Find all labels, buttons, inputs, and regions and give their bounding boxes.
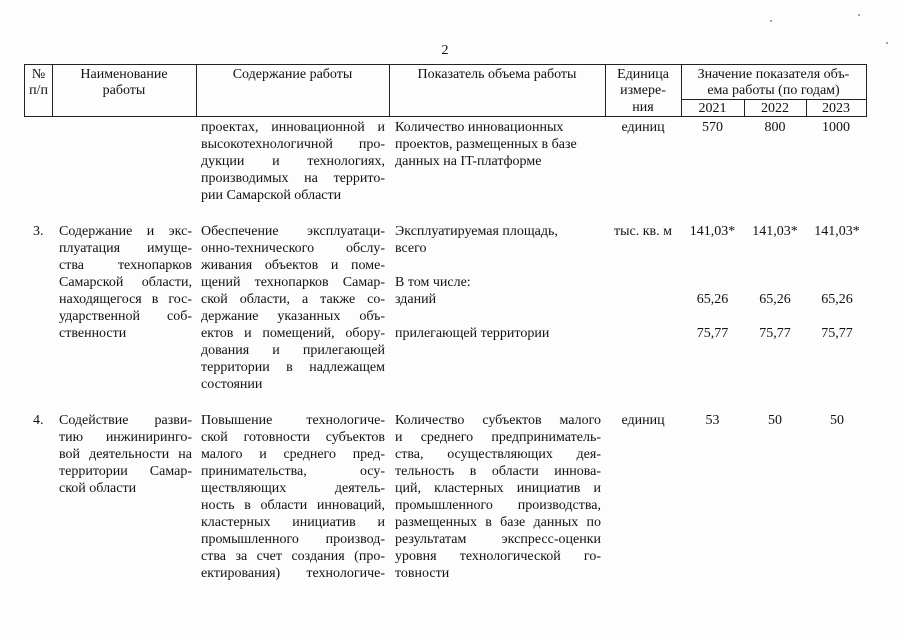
- row4-content-line: ществляющих деятель-: [201, 481, 385, 496]
- header-unit: Единица: [617, 67, 669, 82]
- scan-speck: [858, 14, 860, 16]
- row3-content-line: ской области, а также со-: [201, 292, 385, 307]
- row3-name-line: находящегося в гос-: [59, 292, 192, 307]
- page-number: 2: [441, 43, 449, 58]
- col-divider: [866, 64, 867, 117]
- row3-territory-2022: 75,77: [759, 326, 791, 341]
- row3-territory-2023: 75,77: [821, 326, 853, 341]
- row3-indicator-line: Эксплуатируемая площадь,: [395, 224, 558, 239]
- row3-content-line: держание указанных объ-: [201, 309, 385, 324]
- row3-content-line: состоянии: [201, 377, 263, 392]
- row4-indicator-line: Количество субъектов малого: [395, 413, 601, 428]
- row4-value-2021: 53: [705, 413, 720, 428]
- row3-unit: тыс. кв. м: [613, 224, 672, 239]
- row3-name-line: ственности: [59, 326, 127, 341]
- header-name: Наименование: [80, 67, 168, 82]
- row3-name-line: Самарской области,: [59, 275, 192, 290]
- cont-content-line: проектах, инновационной и: [201, 120, 385, 135]
- header-num: №: [31, 67, 46, 82]
- row3-name-line: Содержание и экс-: [59, 224, 192, 239]
- header-values: Значение показателя объ-: [697, 67, 850, 82]
- row3-value-2022: 141,03*: [752, 224, 798, 239]
- row4-indicator-line: тельность в области иннова-: [395, 464, 601, 479]
- cont-unit: единиц: [621, 120, 665, 135]
- cont-indicator-line: данных на IT-платформе: [395, 154, 542, 169]
- header-year: 2021: [698, 101, 727, 116]
- row3-indicator-territory: прилегающей территории: [395, 326, 550, 341]
- row3-value-2021: 141,03*: [689, 224, 736, 239]
- table-top-border: [24, 64, 867, 65]
- row4-indicator-line: ций, кластерных инициатив и: [395, 481, 601, 496]
- row4-content-line: ность в области инноваций,: [201, 498, 385, 513]
- scan-speck: [886, 42, 888, 44]
- row3-value-2023: 141,03*: [814, 224, 860, 239]
- row4-indicator-line: размещенных в базе данных по: [395, 515, 601, 530]
- row4-indicator-line: уровня технологической го-: [395, 549, 601, 564]
- row3-content-line: территории в надлежащем: [201, 360, 385, 375]
- row4-name-line: территории Самар-: [59, 464, 192, 479]
- row4-indicator-line: результатам экспресс-оценки: [395, 532, 601, 547]
- header-unit: измере-: [620, 83, 666, 98]
- row3-name-line: плуатация имуще-: [59, 241, 192, 256]
- cont-content-line: дукции и технологиях,: [201, 154, 385, 169]
- row4-content-line: ектирования) технологиче-: [201, 566, 385, 581]
- row3-content-line: дования и прилегающей: [201, 343, 385, 358]
- header-num: п/п: [29, 83, 48, 98]
- cont-value-2022: 800: [764, 120, 786, 135]
- row3-content-line: живания объектов и поме-: [201, 258, 385, 273]
- header-year: 2023: [822, 101, 850, 116]
- row4-content-line: малого и среднего пред-: [201, 447, 385, 462]
- header-indicator: Показатель объема работы: [417, 67, 577, 82]
- row4-unit: единиц: [621, 413, 665, 428]
- row3-buildings-2021: 65,26: [696, 292, 729, 307]
- row4-num: 4.: [33, 413, 44, 428]
- row4-content-line: Повышение технологиче-: [201, 413, 385, 428]
- row3-buildings-2022: 65,26: [759, 292, 791, 307]
- row3-content-line: щений технопарков Самар-: [201, 275, 385, 290]
- row3-content-line: Обеспечение эксплуатаци-: [201, 224, 385, 239]
- row3-name-line: ства технопарков: [59, 258, 192, 273]
- cont-indicator-line: проектов, размещенных в базе: [395, 137, 577, 152]
- row4-name-line: ской области: [59, 481, 137, 496]
- row4-name-line: вой деятельности на: [59, 447, 192, 462]
- cont-value-2023: 1000: [822, 120, 850, 135]
- cont-value-2021: 570: [702, 120, 723, 135]
- cont-indicator-line: Количество инновационных: [395, 120, 564, 135]
- header-unit: ния: [632, 100, 654, 115]
- row4-content-line: принимательства, осу-: [201, 464, 385, 479]
- row3-territory-2021: 75,77: [696, 326, 729, 341]
- row4-content-line: кластерных инициатив и: [201, 515, 385, 530]
- row3-content-line: ектов и помещений, обору-: [201, 326, 385, 341]
- cont-content-line: высокотехнологичной про-: [201, 137, 385, 152]
- row4-content-line: ской готовности субъектов: [201, 430, 385, 445]
- scan-speck: [770, 20, 772, 22]
- row3-indicator-line: всего: [395, 241, 427, 256]
- row4-indicator-line: ства, осуществляющих дея-: [395, 447, 601, 462]
- row4-content-line: ства за счет создания (про-: [201, 549, 385, 564]
- row3-indicator-buildings: зданий: [395, 292, 437, 307]
- cont-content-line: производимых на террито-: [201, 171, 385, 186]
- header-content: Содержание работы: [232, 67, 353, 82]
- row3-content-line: онно-технического обслу-: [201, 241, 385, 256]
- header-values: ема работы (по годам): [707, 83, 840, 98]
- row3-name-line: ударственной соб-: [59, 309, 192, 324]
- row4-indicator-line: промышленного производства,: [395, 498, 601, 513]
- row4-name-line: Содействие разви-: [59, 413, 192, 428]
- cont-content-line: рии Самарской области: [201, 188, 342, 203]
- header-year: 2022: [761, 101, 789, 116]
- row3-num: 3.: [33, 224, 44, 239]
- row3-indicator-incl: В том числе:: [395, 275, 471, 290]
- row4-name-line: тию инжиниринго-: [59, 430, 192, 445]
- row3-buildings-2023: 65,26: [821, 292, 853, 307]
- row4-indicator-line: товности: [395, 566, 450, 581]
- row4-content-line: промышленного производ-: [201, 532, 385, 547]
- header-name: работы: [102, 83, 146, 98]
- row4-indicator-line: и среднего предприниматель-: [395, 430, 601, 445]
- row4-value-2022: 50: [768, 413, 782, 428]
- row4-value-2023: 50: [830, 413, 844, 428]
